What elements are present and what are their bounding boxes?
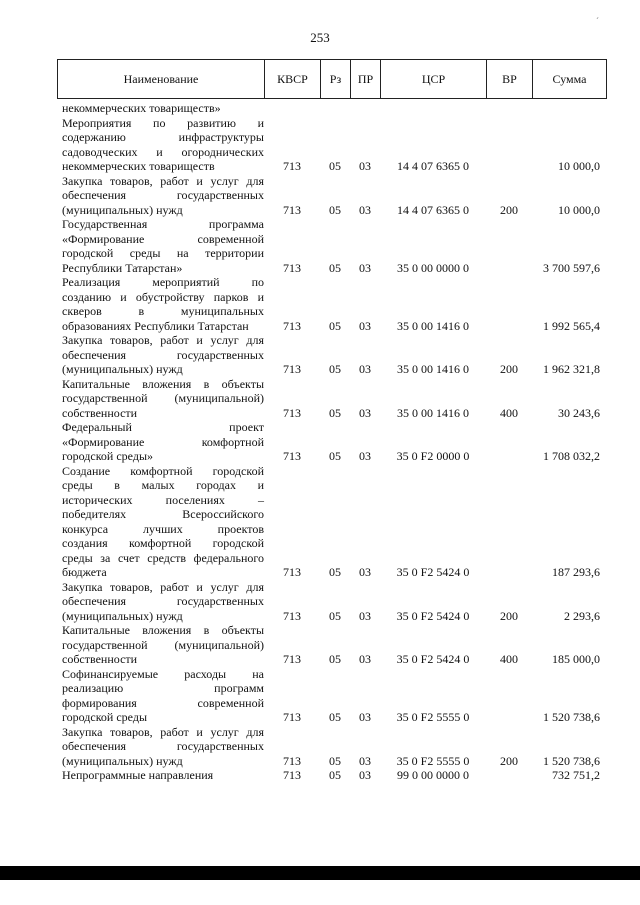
cell-vr: 200 — [500, 753, 518, 768]
cell-kvsr: 713 — [283, 565, 301, 579]
cell-name-line: Закупка товаров, работ и услуг для — [62, 724, 264, 739]
header-sum: Сумма — [552, 72, 587, 86]
cell-name-line: Закупка товаров, работ и услуг для — [62, 579, 264, 594]
cell-kvsr: 713 — [283, 608, 301, 623]
header-csr: ЦСР — [381, 60, 487, 98]
cell-vr: 200 — [500, 362, 518, 376]
cell-kvsr: 713 — [283, 710, 301, 724]
cell-name-line: конкурса лучших проектов — [62, 521, 264, 536]
cell-name — [57, 623, 264, 667]
cell-name — [57, 580, 264, 624]
cell-rz: 05 — [329, 652, 341, 666]
cell-name-line: Капитальные вложения в объекты — [62, 376, 264, 391]
cell-name — [57, 377, 264, 421]
cell-kvsr: 713 — [283, 753, 301, 768]
table-row — [57, 623, 607, 667]
cell-pr: 03 — [359, 565, 371, 579]
cell-name-line: «Формирование комфортной — [62, 434, 264, 449]
cell-name-line: реализацию программ — [62, 681, 264, 695]
cell-name-line: создания комфортной городской — [62, 536, 264, 550]
cell-pr: 03 — [359, 652, 371, 666]
table-row — [57, 377, 607, 421]
cell-name-line: созданию и обустройству парков и — [62, 289, 264, 304]
cell-name-line: Республики Татарстан» — [62, 260, 183, 275]
cell-pr: 03 — [359, 753, 371, 768]
cell-vr: 400 — [500, 652, 518, 666]
cell-name-line: Закупка товаров, работ и услуг для — [62, 333, 264, 347]
cell-csr: 35 0 F2 5424 0 — [396, 608, 470, 623]
cell-pr: 03 — [359, 710, 371, 724]
cell-pr: 03 — [359, 768, 371, 782]
cell-name — [57, 464, 264, 580]
cell-csr: 14 4 07 6365 0 — [397, 202, 469, 217]
table-row — [57, 217, 607, 275]
cell-name-line: Реализация мероприятий по — [62, 275, 264, 289]
cell-csr: 99 0 00 0000 0 — [397, 768, 469, 782]
cell-rz: 05 — [329, 565, 341, 579]
cell-sum: 1 708 032,2 — [543, 449, 600, 463]
cell-pr: 03 — [359, 318, 371, 333]
cell-rz: 05 — [329, 405, 341, 420]
cell-name-line: Софинансируемые расходы на — [62, 666, 264, 681]
cell-vr: 200 — [500, 608, 518, 623]
cell-name — [57, 116, 264, 174]
cell-name-line: формирования современной — [62, 695, 264, 710]
cell-rz: 05 — [329, 449, 341, 463]
cell-name-line: государственной (муниципальной) — [62, 637, 264, 652]
table-row — [57, 464, 607, 580]
cell-csr: 35 0 F2 5424 0 — [396, 652, 470, 666]
cell-rz: 05 — [329, 260, 341, 275]
table-body — [57, 101, 607, 783]
cell-kvsr: 713 — [283, 318, 301, 333]
cell-name-line: (муниципальных) нужд — [62, 608, 183, 623]
cell-name — [57, 275, 264, 333]
cell-name-line: бюджета — [62, 565, 107, 579]
cell-rz: 05 — [329, 362, 341, 376]
cell-pr: 03 — [359, 159, 371, 173]
cell-name-line: Мероприятия по развитию и — [62, 115, 264, 130]
cell-kvsr: 713 — [283, 362, 301, 376]
cell-pr: 03 — [359, 202, 371, 217]
cell-name-line: обеспечения государственных — [62, 594, 264, 608]
cell-csr: 35 0 00 1416 0 — [397, 405, 469, 420]
cell-csr: 35 0 F2 5424 0 — [396, 565, 470, 579]
header-kvsr: КВСР — [265, 60, 321, 98]
page-number: 253 — [310, 30, 330, 45]
cell-sum: 10 000,0 — [558, 159, 600, 173]
cell-name — [57, 333, 264, 377]
cell-name-line: исторических поселениях – — [62, 492, 264, 507]
cell-pr: 03 — [359, 608, 371, 623]
cell-name-line: обеспечения государственных — [62, 188, 264, 202]
table-row — [57, 580, 607, 624]
cell-csr: 35 0 00 0000 0 — [397, 260, 469, 275]
cell-name-line: (муниципальных) нужд — [62, 753, 183, 768]
cell-name — [57, 768, 264, 783]
cell-kvsr: 713 — [283, 768, 301, 782]
cell-name-line: Непрограммные направления — [62, 768, 214, 782]
cell-csr: 35 0 F2 5555 0 — [396, 753, 470, 768]
cell-sum: 732 751,2 — [552, 768, 600, 782]
cell-kvsr: 713 — [283, 159, 301, 173]
cell-name-line: Государственная программа — [62, 217, 264, 231]
cell-pr: 03 — [359, 405, 371, 420]
cell-rz: 05 — [329, 753, 341, 768]
cell-rz: 05 — [329, 318, 341, 333]
cell-name-line: содержанию инфраструктуры — [62, 130, 264, 144]
scan-mark: ´ — [596, 16, 599, 26]
table-header — [57, 59, 607, 99]
cell-name-line: Капитальные вложения в объекты — [62, 623, 264, 637]
cell-sum: 10 000,0 — [558, 202, 600, 217]
cell-name-line: некоммерческих товариществ» — [62, 101, 221, 115]
cell-name-line: Создание комфортной городской — [62, 463, 264, 478]
cell-name-line: обеспечения государственных — [62, 347, 264, 362]
cell-vr: 400 — [500, 405, 518, 420]
table-row — [57, 116, 607, 174]
cell-csr: 35 0 F2 5555 0 — [396, 710, 470, 724]
table-row — [57, 275, 607, 333]
cell-name-line: некоммерческих товариществ — [62, 159, 215, 173]
cell-vr: 200 — [500, 202, 518, 217]
cell-rz: 05 — [329, 768, 341, 782]
cell-name-line: среды за счет средств федерального — [62, 550, 264, 565]
cell-sum: 1 520 738,6 — [543, 753, 600, 768]
table-row — [57, 420, 607, 464]
table-row — [57, 667, 607, 725]
cell-name-line: «Формирование современной — [62, 231, 264, 246]
cell-csr: 35 0 00 1416 0 — [397, 318, 469, 333]
cell-name-line: Закупка товаров, работ и услуг для — [62, 173, 264, 188]
cell-rz: 05 — [329, 159, 341, 173]
cell-sum: 1 962 321,8 — [543, 362, 600, 376]
header-rz: Рз — [321, 60, 351, 98]
cell-kvsr: 713 — [283, 449, 301, 463]
cell-csr: 14 4 07 6365 0 — [397, 159, 469, 173]
cell-name-line: (муниципальных) нужд — [62, 202, 183, 217]
cell-kvsr: 713 — [283, 260, 301, 275]
cell-sum: 185 000,0 — [552, 652, 600, 666]
cell-sum: 3 700 597,6 — [543, 260, 600, 275]
table-row — [57, 101, 607, 116]
table-row — [57, 768, 607, 783]
cell-csr: 35 0 F2 0000 0 — [396, 449, 470, 463]
cell-name-line: садоводческих и огороднических — [62, 144, 264, 159]
cell-csr: 35 0 00 1416 0 — [397, 362, 469, 376]
header-pr: ПР — [351, 60, 381, 98]
cell-rz: 05 — [329, 608, 341, 623]
cell-kvsr: 713 — [283, 405, 301, 420]
cell-name-line: городской среды» — [62, 449, 154, 463]
cell-name-line: скверов в муниципальных — [62, 304, 264, 318]
table-row — [57, 174, 607, 218]
cell-pr: 03 — [359, 362, 371, 376]
cell-name-line: Федеральный проект — [62, 420, 264, 434]
cell-name — [57, 420, 264, 464]
cell-name — [57, 725, 264, 769]
cell-name-line: собственности — [62, 652, 138, 666]
cell-name-line: среды в малых городах и — [62, 478, 264, 492]
cell-name-line: победителях Всероссийского — [62, 507, 264, 521]
cell-name — [57, 101, 264, 116]
cell-name-line: (муниципальных) нужд — [62, 362, 183, 376]
cell-name-line: обеспечения государственных — [62, 739, 264, 753]
header-vr: ВР — [487, 60, 533, 98]
cell-sum: 187 293,6 — [552, 565, 600, 579]
cell-name-line: образованиях Республики Татарстан — [62, 318, 249, 333]
cell-name — [57, 667, 264, 725]
budget-table — [57, 59, 607, 859]
cell-name-line: государственной (муниципальной) — [62, 391, 264, 405]
cell-kvsr: 713 — [283, 202, 301, 217]
cell-rz: 05 — [329, 202, 341, 217]
cell-name — [57, 174, 264, 218]
header-name: Наименование — [58, 60, 265, 98]
cell-rz: 05 — [329, 710, 341, 724]
scan-bottom-edge — [0, 866, 640, 880]
cell-kvsr: 713 — [283, 652, 301, 666]
cell-sum: 1 520 738,6 — [543, 710, 600, 724]
cell-sum: 2 293,6 — [564, 608, 600, 623]
cell-name-line: собственности — [62, 405, 138, 420]
cell-name-line: городской среды — [62, 710, 148, 724]
cell-pr: 03 — [359, 449, 371, 463]
cell-name — [57, 217, 264, 275]
cell-sum: 30 243,6 — [558, 405, 600, 420]
table-row — [57, 333, 607, 377]
cell-sum: 1 992 565,4 — [543, 318, 600, 333]
table-row — [57, 725, 607, 769]
cell-pr: 03 — [359, 260, 371, 275]
cell-name-line: городской среды на территории — [62, 246, 264, 260]
